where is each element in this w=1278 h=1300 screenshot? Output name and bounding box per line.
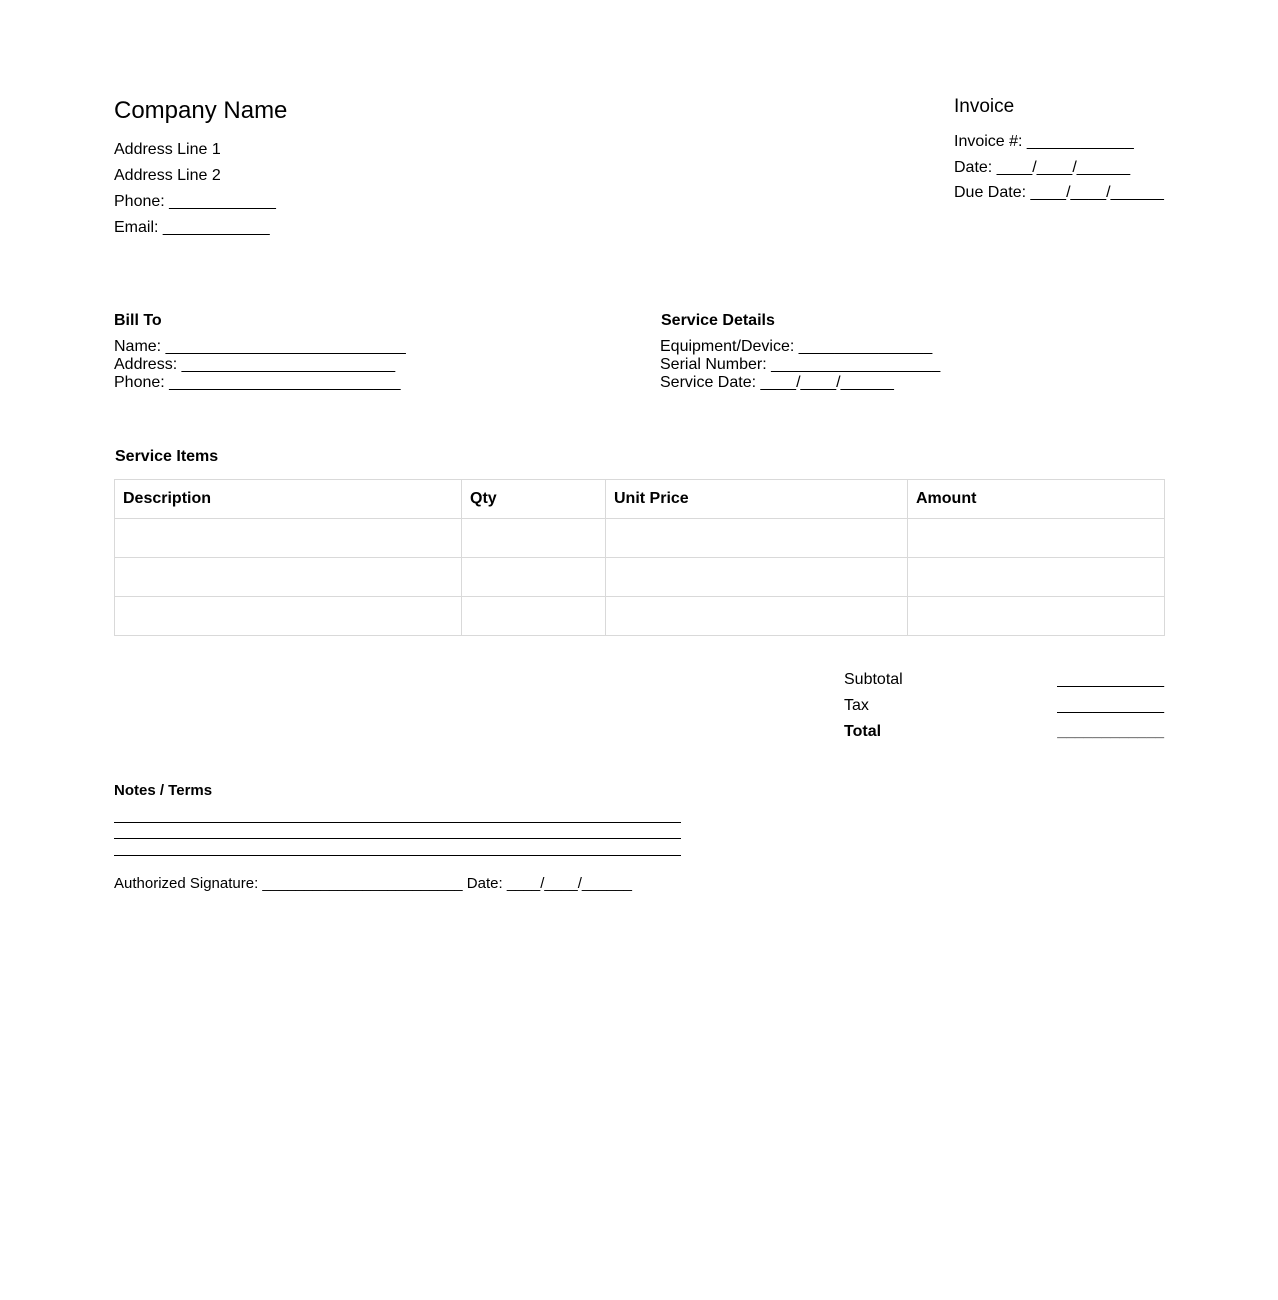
service-items-heading: Service Items — [115, 448, 219, 465]
tax-value: ____________ — [1057, 697, 1164, 714]
notes-lines[interactable] — [114, 806, 681, 856]
description-cell[interactable] — [115, 597, 462, 636]
company-info — [114, 139, 276, 243]
notes-terms-heading: Notes / Terms — [114, 782, 213, 799]
qty-cell[interactable] — [462, 558, 606, 597]
address-line-1: Address Line 1 — [114, 141, 221, 158]
invoice-number-field: Invoice #: ____________ — [954, 133, 1134, 150]
bill-to-heading: Bill To — [114, 312, 162, 329]
qty-cell[interactable] — [462, 597, 606, 636]
table-row — [115, 597, 1165, 636]
subtotal-row — [844, 669, 1164, 695]
invoice-meta — [954, 131, 1164, 208]
tax-label: Tax — [844, 697, 869, 714]
table-header-row — [115, 480, 1165, 519]
description-cell[interactable] — [115, 558, 462, 597]
column-header-amount: Amount — [908, 480, 1165, 519]
serial-number-field: Serial Number: ___________________ — [660, 356, 941, 373]
company-phone-field: Phone: ____________ — [114, 193, 276, 210]
bill-to-address-field: Address: ________________________ — [114, 356, 396, 373]
column-header-qty: Qty — [462, 480, 606, 519]
tax-row — [844, 695, 1164, 721]
table-row — [115, 558, 1165, 597]
service-details-heading: Service Details — [661, 312, 775, 329]
total-row — [844, 721, 1164, 747]
unit-price-cell[interactable] — [606, 519, 908, 558]
description-cell[interactable] — [115, 519, 462, 558]
invoice-due-date-field: Due Date: ____/____/______ — [954, 184, 1164, 201]
qty-cell[interactable] — [462, 519, 606, 558]
total-label: Total — [844, 723, 882, 740]
service-items-table — [114, 479, 1165, 636]
invoice-date-field: Date: ____/____/______ — [954, 158, 1131, 176]
amount-cell[interactable] — [908, 597, 1165, 636]
bill-to-fields — [114, 338, 406, 392]
notes-line[interactable] — [114, 839, 681, 856]
notes-line[interactable] — [114, 806, 681, 823]
unit-price-cell[interactable] — [606, 597, 908, 636]
subtotal-value: ____________ — [1057, 671, 1164, 688]
authorized-signature-line: Authorized Signature: ________________________ Date: ____/____/______ — [114, 875, 632, 892]
notes-line[interactable] — [114, 823, 681, 840]
company-email-field: Email: ____________ — [114, 219, 270, 236]
total-value: ____________ — [1057, 723, 1164, 740]
address-line-2: Address Line 2 — [114, 167, 221, 184]
subtotal-label: Subtotal — [844, 671, 903, 688]
column-header-description: Description — [115, 480, 462, 519]
column-header-unit-price: Unit Price — [606, 480, 908, 519]
bill-to-phone-field: Phone: __________________________ — [114, 374, 401, 391]
invoice-title: Invoice — [954, 96, 1015, 117]
equipment-field: Equipment/Device: _______________ — [660, 338, 933, 355]
service-details-fields — [660, 338, 940, 392]
company-name: Company Name — [114, 97, 288, 124]
amount-cell[interactable] — [908, 558, 1165, 597]
bill-to-name-field: Name: ___________________________ — [114, 338, 406, 355]
service-date-field: Service Date: ____/____/______ — [660, 374, 894, 391]
table-row — [115, 519, 1165, 558]
totals-block — [844, 669, 1164, 747]
unit-price-cell[interactable] — [606, 558, 908, 597]
amount-cell[interactable] — [908, 519, 1165, 558]
